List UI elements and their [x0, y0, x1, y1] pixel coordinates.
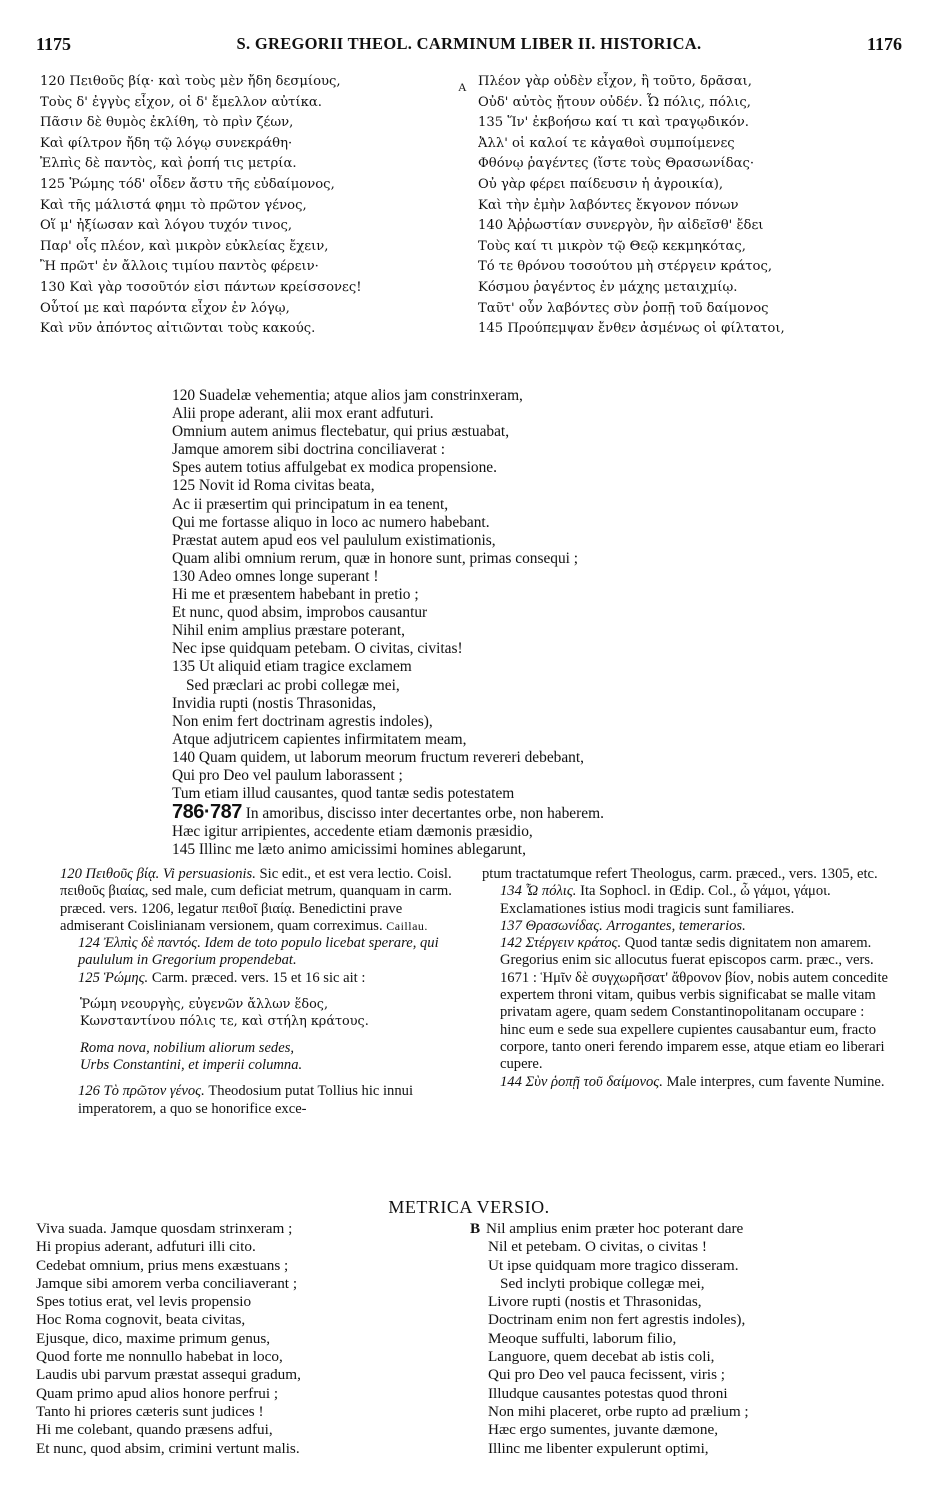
latin-translation	[172, 387, 892, 859]
greek-line: Παρ' οἷς πλέον, καὶ μικρὸν εὐκλείας ἔχειν,	[40, 238, 329, 254]
quote-line: Ῥώμη νεουργὴς, εὐγενῶν ἄλλων ἕδος,	[80, 997, 329, 1013]
note-126	[60, 1083, 460, 1118]
greek-line: 135 Ἵν' ἐκβοήσω καί τι καὶ τραγῳδικόν.	[478, 115, 750, 131]
section-marker-b: B	[470, 1220, 481, 1237]
note-lemma: 120 Πειθοῦς βίᾳ. Vi persuasionis.	[60, 866, 256, 882]
note-lemma: 134 Ὦ πόλις.	[500, 883, 577, 900]
greek-line: Τοὺς δ' ἐγγὺς εἶχον, οἱ δ' ἔμελλον αὐτίκα.	[40, 94, 322, 110]
greek-line: Καὶ τὴν ἐμὴν λαβόντες ἔκγονον πόνων	[478, 197, 739, 213]
latin-line: Spes autem totius affulgebat ex modica propensione.	[172, 459, 497, 477]
note-125	[60, 970, 460, 987]
greek-line: Ταῦτ' οὖν λαβόντες σὺν ῥοπῇ τοῦ δαίμονος	[478, 300, 769, 316]
latin-line: 125 Novit id Roma civitas beata,	[172, 477, 375, 495]
greek-line: Πλέον γὰρ οὐδὲν εἶχον, ἢ τοῦτο, δρᾶσαι,	[478, 74, 752, 89]
greek-line: 125 Ῥώμης τόδ' οἶδεν ἄστυ τῆς εὐδαίμονος,	[40, 176, 335, 192]
latin-line: Et nunc, quod absim, improbos causantur	[172, 604, 428, 622]
note-text: Quod tantæ sedis dignitatem non amarem. Gregorius enim sic allocutus fuerat episcopos carm. præc., vers. 1671 : Ἡμῖν δὲ συγχωρῆσατ' ἄθρονον βίον, nobis autem concedite expertem throni vitam, quibus verbis significabat se malle vitam privatam agere, quam sedem Constantinopolitanam occupare : hinc eum e sede sua expellere cupientes causabantur eum, fracto corpore, tanto oneri ferendo imparem esse, atque etiam eo liberari cupere.	[500, 935, 888, 1073]
verse-line: Laudis ubi parvum præstat assequi gradum,	[36, 1366, 301, 1384]
verse-line: Viva suada. Jamque quosdam strinxeram ;	[36, 1220, 293, 1237]
latin-line: Præstat autem apud eos vel paululum existimationis,	[172, 531, 496, 549]
greek-line: Οὗτοί με καὶ παρόντα εἶχον ἐν λόγῳ,	[40, 300, 290, 316]
greek-line: Ἢ πρῶτ' ἐν ἄλλοις τιμίου παντὸς φέρειν·	[40, 259, 319, 275]
verse-line: Quod forte me nonnullo habebat in loco,	[36, 1348, 283, 1366]
verse-line: Qui pro Deo vel pauca fecissent, viris ;	[488, 1366, 726, 1384]
greek-line: Οἵ μ' ἠξίωσαν καὶ λόγου τυχόν τινος,	[40, 218, 293, 234]
verse-line: Quam primo apud alios honore perfrui ;	[36, 1384, 279, 1402]
greek-line: Τό τε θρόνου τοσούτου μὴ στέργειν κράτος,	[478, 259, 773, 275]
page-header	[34, 34, 904, 56]
metrica-heading: METRICA VERSIO.	[388, 1197, 550, 1217]
greek-line: 120 Πειθοῦς βίᾳ· καὶ τοὺς μὲν ἤδη δεσμίους,	[40, 74, 341, 89]
verse-line: Cedebat omnium, prius mens exæstuans ;	[36, 1256, 289, 1274]
greek-line: Τοὺς καί τι μικρὸν τῷ Θεῷ κεκμηκότας,	[478, 238, 746, 254]
note-144	[482, 1074, 892, 1091]
note-text: Sic edit., et est vera lectio. Coisl. πειθοῦς βιαίας, sed male, cum deficiat metrum, quanquam in carm. præced. vers. 1206, legatur πειθοῖ βιαίᾳ. Benedictini prave admiserant Coislinianam versionem, quam correximus.	[60, 866, 452, 934]
latin-line: 135 Ut aliquid etiam tragice exclamem	[172, 658, 412, 676]
verse-line: Jamque sibi amorem verba conciliaverant ;	[36, 1274, 298, 1292]
running-title: S. GREGORII THEOL. CARMINUM LIBER II. HISTORICA.	[236, 34, 702, 53]
latin-line: Nihil enim amplius præstare poterant,	[172, 622, 405, 640]
latin-line: Ac ii præsertim qui principatum in ea tenent,	[172, 495, 449, 513]
greek-line: Οὐ γὰρ φέρει παίδευσιν ἡ ἀγροικία),	[478, 176, 724, 192]
note-lemma: 124 Ἐλπὶς δὲ παντός.	[78, 935, 201, 952]
note-124	[60, 935, 460, 970]
note-134	[482, 883, 892, 918]
greek-line: Φθόνῳ ῥαγέντες (ἴστε τοὺς Θρασωνίδας·	[478, 156, 755, 172]
greek-line: Ἀλλ' οἱ καλοί τε κἀγαθοὶ συμποίμενες	[478, 135, 735, 151]
note-text: Ita Sophocl. in Œdip. Col., ὦ γάμοι, γάμοι. Exclamationes istius modi tragicis sunt familiares.	[500, 883, 831, 917]
verse-line: Sed inclyti probique collegæ mei,	[500, 1274, 705, 1292]
latin-quote	[60, 1040, 460, 1075]
latin-line: 145 Illinc me læto animo amicissimi homines ablegarunt,	[172, 841, 526, 859]
latin-line: Tum etiam illud causantes, quod tantæ sedis potestatem	[172, 785, 515, 803]
greek-line: Καὶ φίλτρον ἤδη τῷ λόγῳ συνεκράθη·	[40, 135, 293, 151]
verse-line: Non mihi placeret, orbe rupto ad prælium ;	[488, 1402, 749, 1420]
verse-line: Nil et petebam. O civitas, o civitas !	[488, 1238, 707, 1256]
note-continuation: ptum tractatumque refert Theologus, carm. præced., vers. 1305, etc.	[482, 866, 878, 882]
verse-line: Meoque suffulti, laborum filio,	[488, 1329, 677, 1347]
note-lemma: 144 Σὺν ῥοπῇ τοῦ δαίμονος.	[500, 1073, 663, 1090]
note-lemma: 125 Ῥώμης.	[78, 969, 149, 986]
latin-line: Invidia rupti (nostis Thrasonidas,	[172, 694, 377, 712]
verse-line: Livore rupti (nostis et Thrasonidas,	[488, 1293, 702, 1311]
verse-line: Hæc ergo sumentes, juvante dæmone,	[488, 1421, 719, 1439]
verse-line-with-marker	[470, 1220, 910, 1238]
latin-line: Hæc igitur arripientes, accedente etiam dæmonis præsidio,	[172, 823, 533, 841]
latin-line: Sed præclari ac probi collegæ mei,	[186, 676, 400, 694]
note-lemma: 142 Στέργειν κράτος.	[500, 935, 622, 952]
quote-line: Urbs Constantini, et imperii columna.	[80, 1056, 303, 1073]
section-marker-a: A	[458, 80, 467, 94]
greek-line: Πᾶσιν δὲ θυμὸς ἐκλίθη, τὸ πρὶν ζέων,	[40, 115, 294, 131]
column-marker: 786·787	[172, 803, 242, 824]
greek-line: Κόσμου ῥαγέντος ἐν μάχης μεταιχμίῳ.	[478, 279, 738, 295]
greek-line: 145 Προύπεμψαν ἔνθεν ἀσμένως οἱ φίλτατοι,	[478, 321, 785, 337]
verse-line: Illudque causantes potestas quod throni	[488, 1384, 728, 1402]
page-number-left: 1175	[36, 34, 72, 54]
metrica-column-left	[36, 1220, 466, 1458]
note-137	[482, 918, 892, 935]
latin-line: Non enim fert doctrinam agrestis indoles),	[172, 712, 433, 730]
quote-line: Roma nova, nobilium aliorum sedes,	[80, 1039, 295, 1056]
verse-line: Et nunc, quod absim, crimini vertunt malis.	[36, 1439, 300, 1457]
note-lemma: 126 Τὸ πρῶτον γένος.	[78, 1083, 205, 1100]
metrica-column-right	[470, 1220, 910, 1458]
verse-line: Nil amplius enim præter hoc poterant dare	[486, 1220, 744, 1237]
latin-line: 120 Suadelæ vehementia; atque alios jam constrinxeram,	[172, 387, 523, 404]
note-text: Theodosium putat Tollius hic innui imperatorem, a quo se honorifice exce-	[78, 1083, 413, 1117]
verse-line: Hi propius aderant, adfuturi illi cito.	[36, 1238, 256, 1256]
verse-line: Ejusque, dico, maxime primum genus,	[36, 1329, 271, 1347]
notes-column-right	[482, 866, 892, 1091]
greek-line: 130 Καὶ γὰρ τοσοῦτόν εἰσι πάντων κρείσσονες!	[40, 279, 362, 295]
verse-line: Illinc me libenter expulerunt optimi,	[488, 1439, 709, 1457]
note-signature: Caillau.	[386, 918, 428, 933]
note-120	[60, 866, 460, 935]
greek-line: 140 Ἀῤῥωστίαν συνεργὸν, ἣν αἰδεῖσθ' ἔδει	[478, 218, 764, 234]
verse-line: Hoc Roma cognovit, beata civitas,	[36, 1311, 246, 1329]
greek-line: Καὶ νῦν ἀπόντος αἰτιῶνται τοὺς κακούς.	[40, 321, 316, 337]
note-text: Male interpres, cum favente Numine.	[662, 1073, 885, 1090]
greek-column-right	[478, 72, 908, 340]
quote-line: Κωνσταντίνου πόλις τε, καὶ στήλη κράτους.	[80, 1014, 369, 1030]
latin-line: Atque adjutricem capientes infirmitatem meam,	[172, 730, 467, 748]
note-text: Idem de toto populo licebat sperare, qui paululum in Gregorium propendebat.	[78, 935, 439, 969]
verse-line: Tanto hi priores cæteris sunt judices !	[36, 1402, 264, 1420]
page-number-right: 1176	[866, 34, 902, 54]
verse-line: Hi me colebant, quando præsens adfui,	[36, 1421, 273, 1439]
verse-line: Languore, quem decebat ab istis coli,	[488, 1348, 715, 1366]
latin-line: 130 Adeo omnes longe superant !	[172, 567, 379, 585]
latin-line: In amoribus, discisso inter decertantes orbe, non haberem.	[245, 805, 604, 823]
verse-line: Spes totius erat, vel levis propensio	[36, 1293, 252, 1311]
latin-line: Qui pro Deo vel paulum laborassent ;	[172, 766, 403, 784]
latin-line: Alii prope aderant, alii mox erant adfuturi.	[172, 405, 434, 423]
verse-line: Ut ipse quidquam more tragico disseram.	[488, 1256, 739, 1274]
latin-line: Quam alibi omnium rerum, quæ in honore sunt, primas consequi ;	[172, 549, 579, 567]
latin-line: Hi me et præsentem habebant in pretio ;	[172, 586, 419, 604]
greek-line: Καὶ τῆς μάλιστά φημι τὸ πρῶτον γένος,	[40, 197, 307, 213]
greek-line: Οὐδ' αὐτὸς ᾔτουν οὐδέν. Ὦ πόλις, πόλις,	[478, 94, 751, 110]
latin-line: Omnium autem animus flectebatur, qui prius æstuabat,	[172, 423, 510, 441]
latin-line: Qui me fortasse aliquo in loco ac numero habebant.	[172, 513, 490, 531]
note-text: Carm. præced. vers. 15 et 16 sic ait :	[148, 969, 366, 986]
latin-line: 140 Quam quidem, ut laborum meorum fructum revereri debebant,	[172, 748, 584, 766]
latin-line-with-marker	[172, 803, 892, 823]
verse-line: Doctrinam enim non fert agrestis indoles),	[488, 1311, 746, 1329]
note-lemma: 137 Θρασωνίδας.	[500, 917, 603, 934]
greek-line: Ἐλπὶς δὲ παντὸς, καὶ ῥοπή τις μετρία.	[40, 156, 297, 172]
latin-line: Nec ipse quidquam petebam. O civitas, civitas!	[172, 640, 463, 658]
note-142	[482, 935, 892, 1073]
note-text: Arrogantes, temerarios.	[602, 917, 746, 934]
greek-column-left	[40, 72, 460, 340]
greek-quote	[60, 996, 460, 1031]
notes-column-left	[60, 866, 460, 1118]
latin-line: Jamque amorem sibi doctrina conciliaverat :	[172, 441, 446, 459]
